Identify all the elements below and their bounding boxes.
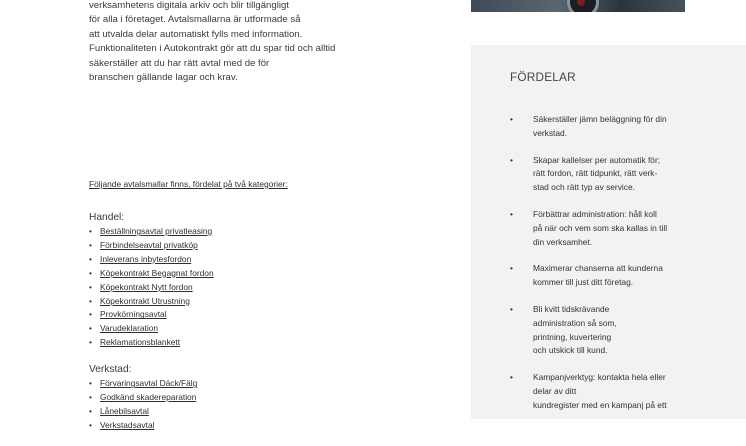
template-link[interactable]: • Provkörningsavtal xyxy=(89,309,167,320)
benefit-item: • Kampanjverktyg: kontakta hela eller delar av ditt kundregister med en kampanj på ett xyxy=(510,372,667,410)
intro-line: säkerställer att du har rätt avtal med de för xyxy=(89,57,270,69)
benefit-item: • Förbättrar administration: håll koll på när och vem som ska kallas in till din verksamhet. xyxy=(510,208,668,247)
template-link[interactable]: • Lånebilsavtal xyxy=(89,405,149,416)
template-list-lead: Följande avtalsmallar finns, fördelat på två kategorier: xyxy=(89,179,288,189)
benefits-title: FÖRDELAR xyxy=(510,70,576,84)
template-list-section xyxy=(89,178,419,446)
template-link[interactable]: • Förbindelseavtal privatköp xyxy=(89,239,198,250)
benefit-item: • Skapar kallelser per automatik för; rätt fordon, rätt tidpunkt, rätt verk- stad och rätt typ av service. xyxy=(510,154,661,193)
intro-line: Funktionaliteten i Autokontrakt gör att du spar tid och alltid xyxy=(89,43,336,55)
benefit-item: • Säkerställer jämn beläggning för din verkstad. xyxy=(510,114,667,138)
handel-template-list xyxy=(89,225,419,350)
benefits-list xyxy=(509,113,689,426)
intro-line: verksamhetens digitala arkiv och blir tillgängligt xyxy=(89,0,289,11)
template-link[interactable]: • Inleverans inbytesfordon xyxy=(89,253,192,264)
category-title-handel: Handel: xyxy=(89,212,125,223)
benefits-panel xyxy=(471,45,746,419)
template-link[interactable]: • Förvaringsavtal Däck/Fälg xyxy=(89,378,198,389)
intro-line: att utvalda delar automatiskt fylls med information. xyxy=(89,28,303,40)
hero-image xyxy=(471,0,685,12)
intro-line: branschen gällande lagar och krav. xyxy=(89,72,238,84)
template-link[interactable]: • Reklamationsblankett xyxy=(89,337,181,348)
benefit-item: • Maximerar chanserna att kunderna kommer till just ditt företag. xyxy=(510,263,663,288)
verkstad-template-list xyxy=(89,377,419,433)
benefit-item: • Bli kvitt tidskrävande administration så som, printning, kuvertering och utskick till kund. xyxy=(510,303,617,356)
intro-text xyxy=(89,0,399,85)
template-link[interactable]: • Köpekontrakt Nytt fordon xyxy=(89,281,193,292)
template-link[interactable]: • Köpekontrakt Begagnat fordon xyxy=(89,267,214,278)
intro-line: för alla i företaget. Avtalsmallarna är utformade så xyxy=(89,14,301,26)
category-title-verkstad: Verkstad: xyxy=(89,364,132,376)
template-link[interactable]: • Köpekontrakt Utrustning xyxy=(89,295,190,306)
template-link[interactable]: • Godkänd skadereparation xyxy=(89,392,197,403)
template-link[interactable]: • Verkstadsavtal xyxy=(89,419,155,430)
template-link[interactable]: • Beställningsavtal privatleasing xyxy=(89,226,213,236)
template-link[interactable]: • Varudeklaration xyxy=(89,323,159,334)
